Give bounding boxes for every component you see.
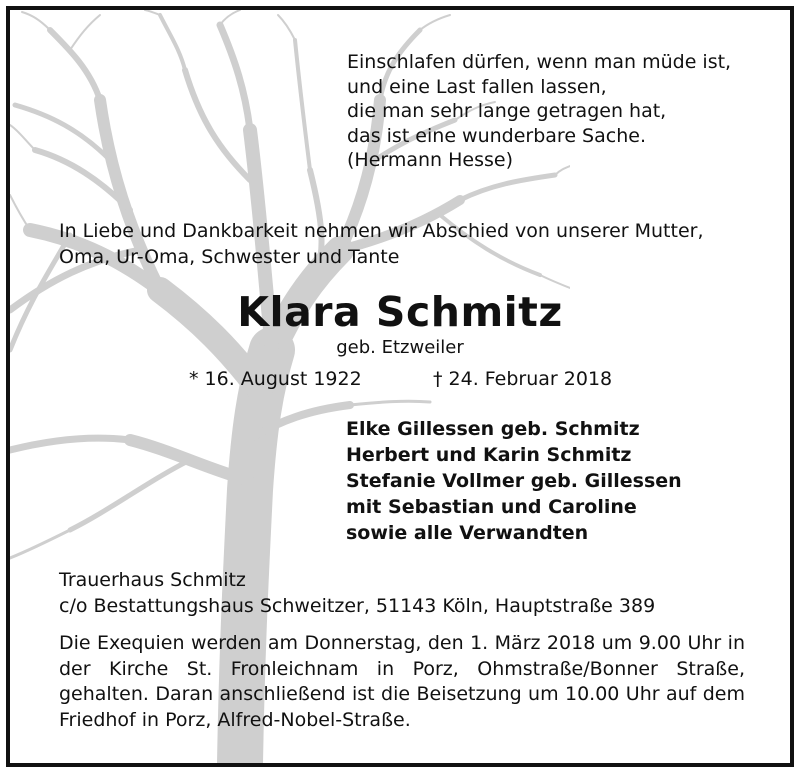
birth-date: * 16. August 1922 (189, 368, 362, 390)
mourner-line: mit Sebastian und Caroline (346, 496, 637, 518)
funeral-home-address: c/o Bestattungshaus Schweitzer, 51143 Köln, Hauptstraße 389 (59, 595, 656, 617)
mourning-house-name: Trauerhaus Schmitz (59, 569, 246, 591)
quote-line: das ist eine wunderbare Sache. (347, 124, 646, 147)
obituary-notice-frame (6, 6, 794, 767)
farewell-intro: In Liebe und Dankbarkeit nehmen wir Abschied von unserer Mutter, Oma, Ur-Oma, Schwester und Tante (59, 220, 704, 268)
mourner-line: Stefanie Vollmer geb. Gillessen (346, 470, 682, 492)
quote-line: und eine Last fallen lassen, (347, 75, 607, 98)
notice-content (10, 10, 790, 763)
mourners-list (346, 416, 682, 546)
mourner-line: sowie alle Verwandten (346, 522, 589, 544)
quote-author: (Hermann Hesse) (347, 149, 514, 171)
service-details: Die Exequien werden am Donnerstag, den 1. März 2018 um 9.00 Uhr in der Kirche St. Fronleichnam in Porz, Ohmstraße/Bonner Straße, gehalten. Daran anschließend ist die Beisetzung um 10.00 Uhr auf dem Friedhof in Porz, Alfred-Nobel-Straße. (59, 632, 745, 731)
maiden-name: geb. Etzweiler (336, 337, 464, 358)
quote-line: Einschlafen dürfen, wenn man müde ist, (347, 51, 732, 73)
mourning-house-address (59, 567, 655, 619)
memorial-quote (347, 50, 731, 173)
mourner-line: Herbert und Karin Schmitz (346, 444, 632, 466)
mourner-line: Elke Gillessen geb. Schmitz (346, 418, 640, 440)
death-date: † 24. Februar 2018 (433, 368, 613, 390)
quote-line: die man sehr lange getragen hat, (347, 100, 667, 122)
deceased-name: Klara Schmitz (237, 288, 563, 336)
